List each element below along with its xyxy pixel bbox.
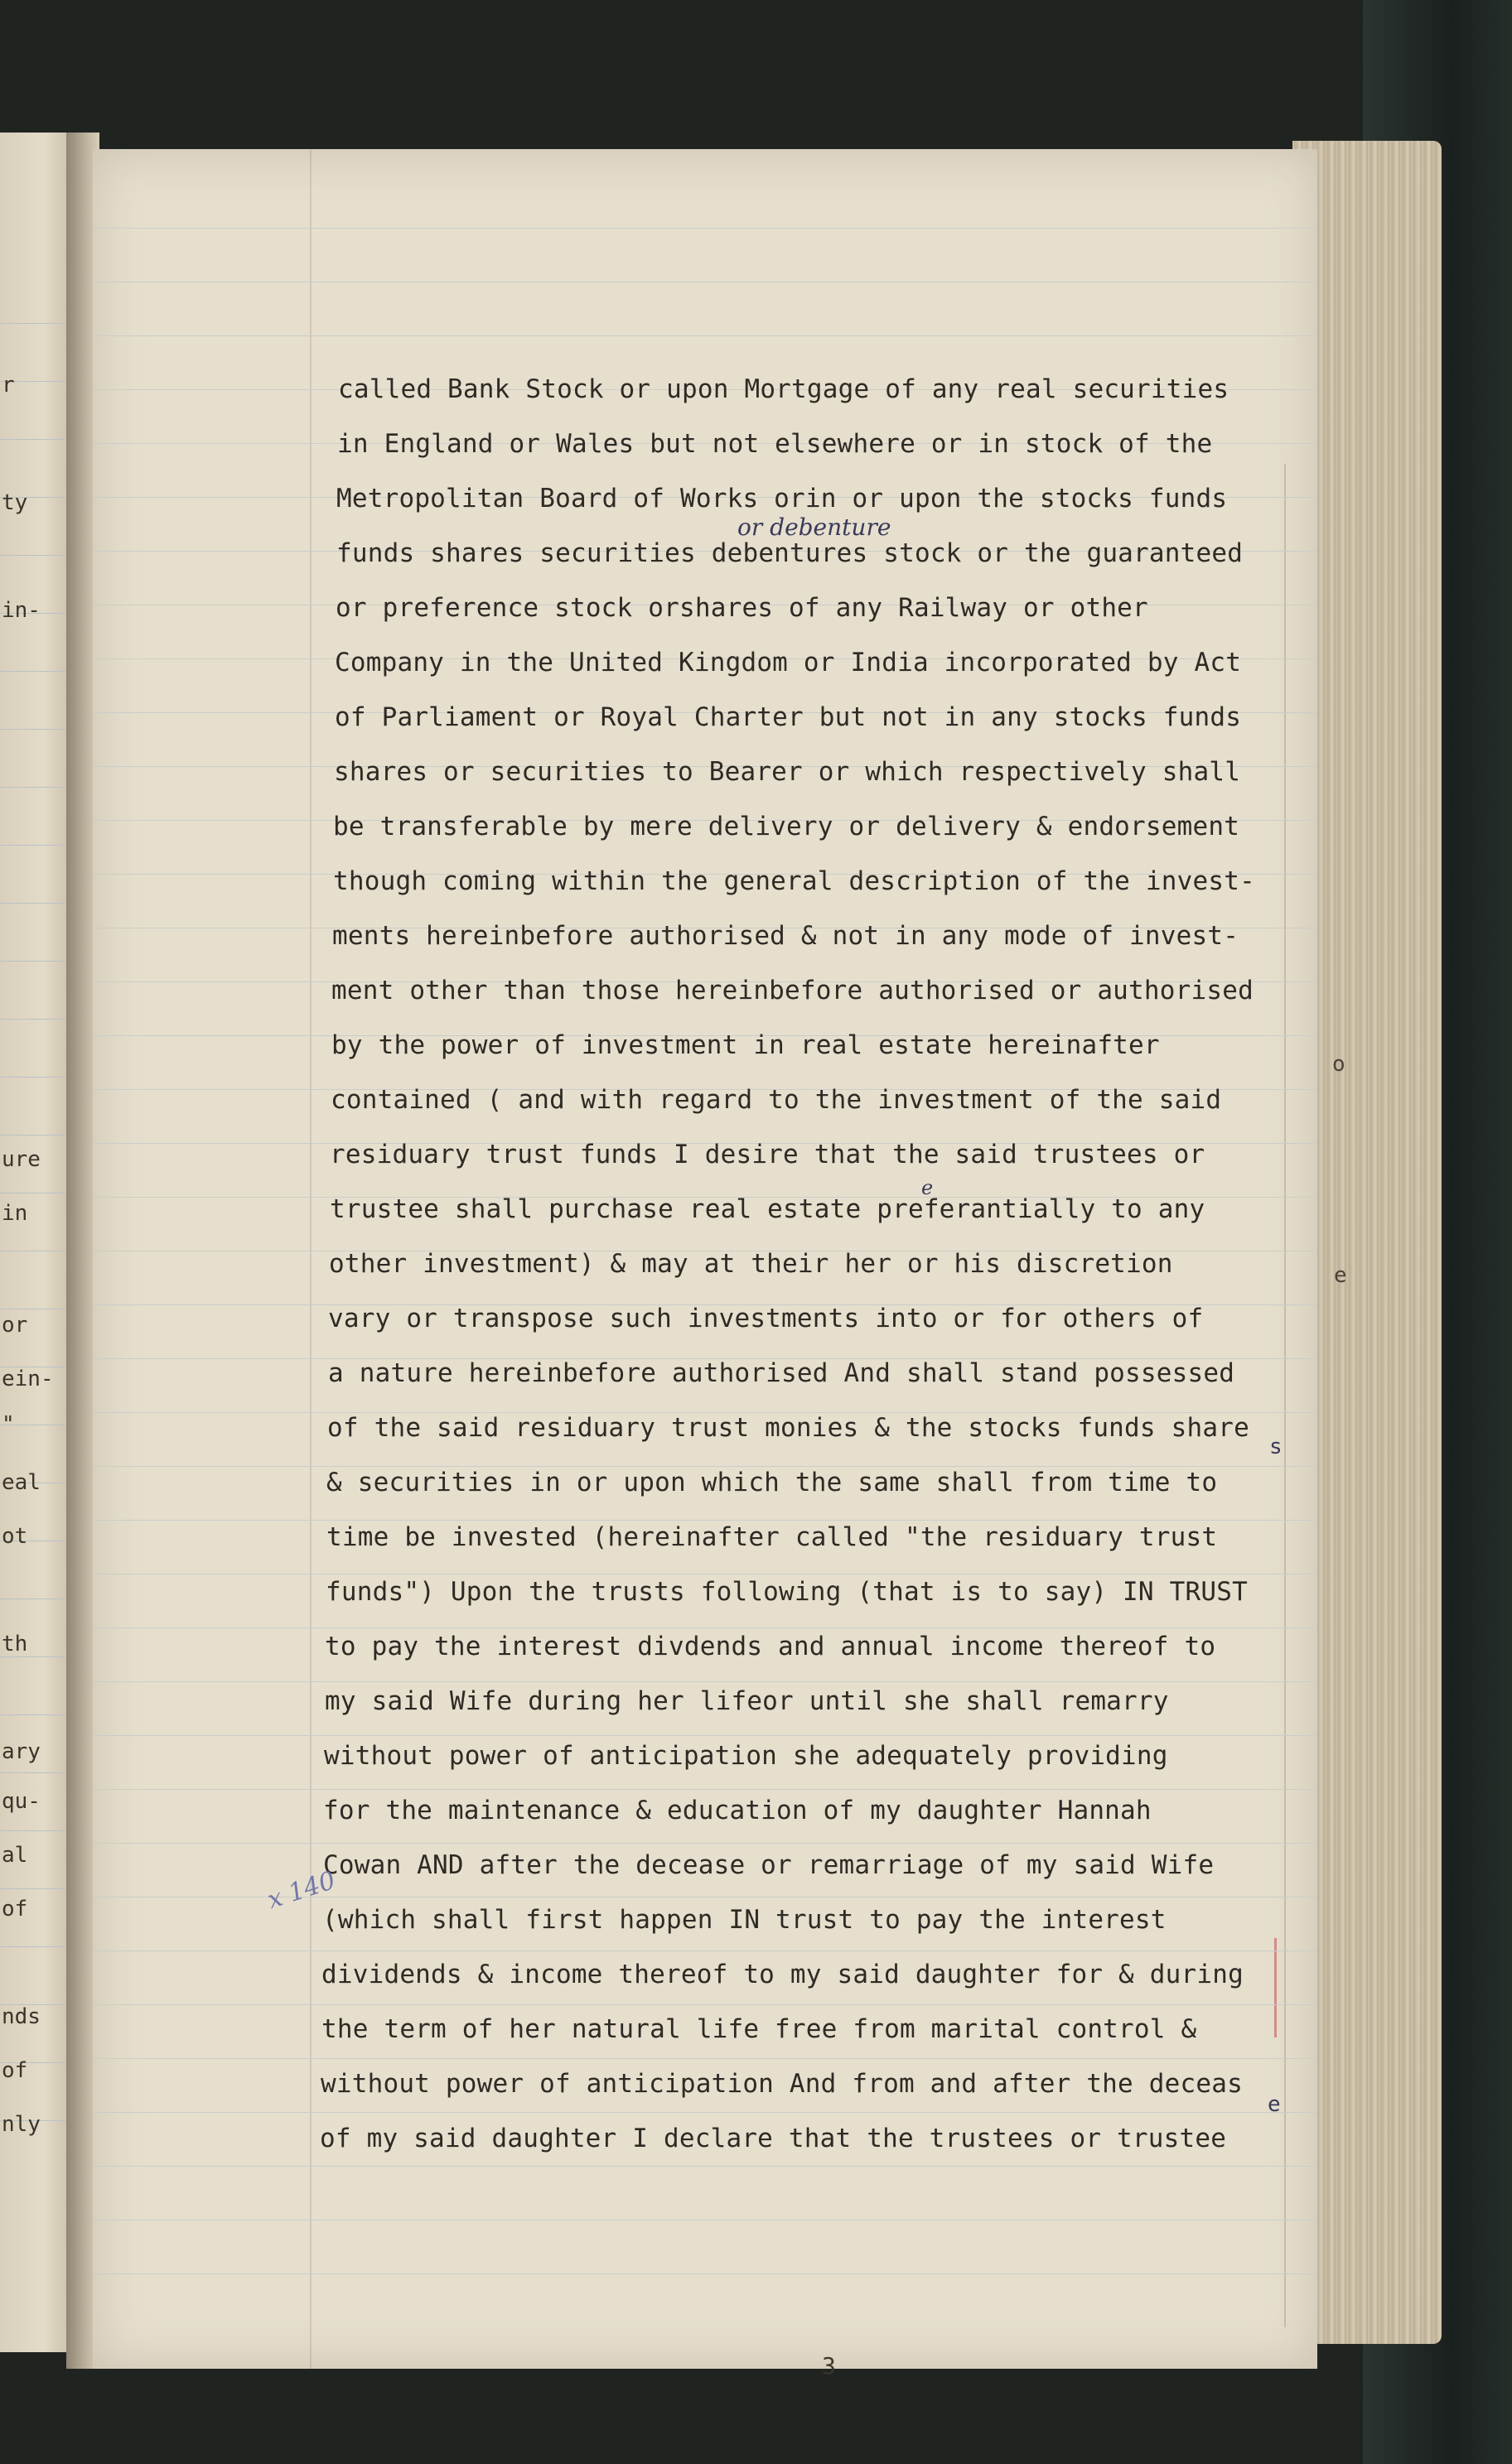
left-fragment: of (2, 1897, 28, 1922)
body-line: dividends & income thereof to my said daughter for & during (321, 1960, 1244, 1989)
overwrite-annotation: e (921, 1176, 934, 1199)
body-line: funds") Upon the trusts following (that is to say) IN TRUST (326, 1577, 1248, 1607)
body-line: by the power of investment in real estate hereinafter (331, 1030, 1160, 1060)
line-suffix-e: e (1268, 2092, 1281, 2117)
body-line: my said Wife during her lifeor until she shall remarry (325, 1686, 1169, 1716)
edge-letter-o: o (1332, 1052, 1345, 1077)
left-fragment: ure (2, 1147, 41, 1172)
body-line: (which shall first happen IN trust to pay the interest (322, 1905, 1167, 1935)
edge-letter-e: e (1334, 1263, 1347, 1288)
document-page (93, 149, 1317, 2380)
interlinear-annotation: or debenture (737, 514, 891, 541)
body-line: or preference stock orshares of any Railway or other (336, 593, 1148, 623)
body-line: funds shares securities debentures stock or the guaranteed (336, 538, 1244, 568)
right-margin-rule (1284, 464, 1286, 2327)
body-line: ment other than those hereinbefore authorised or authorised (331, 976, 1254, 1005)
left-fragment: nds (2, 2004, 41, 2029)
body-line: other investment) & may at their her or his discretion (329, 1249, 1173, 1279)
left-fragment: or (2, 1313, 28, 1338)
body-line: residuary trust funds I desire that the said trustees or (330, 1140, 1205, 1169)
body-line: contained ( and with regard to the investment of the said (331, 1085, 1222, 1115)
left-fragment: ty (2, 490, 28, 515)
left-page-fragment (0, 133, 73, 2352)
body-line: of the said residuary trust monies & the stocks funds share (327, 1413, 1249, 1443)
body-line: of my said daughter I declare that the trustees or trustee (320, 2124, 1227, 2153)
body-line: called Bank Stock or upon Mortgage of any real securities (338, 374, 1229, 404)
body-line: Metropolitan Board of Works orin or upon the stocks funds (336, 484, 1228, 514)
pencil-margin-note: x 140 (263, 1865, 340, 1916)
body-line: trustee shall purchase real estate preferantially to any (330, 1194, 1205, 1224)
body-line: a nature hereinbefore authorised And shall stand possessed (328, 1358, 1235, 1388)
line-suffix-s: s (1269, 1435, 1283, 1459)
body-line: vary or transpose such investments into or for others of (328, 1304, 1204, 1333)
left-fragment: of (2, 2058, 28, 2083)
left-fragment: " (2, 1412, 15, 1437)
left-fragment: ary (2, 1739, 41, 1764)
body-line: without power of anticipation And from and after the deceas (321, 2069, 1243, 2099)
left-fragment: ot (2, 1524, 28, 1549)
left-fragment: in (2, 1201, 28, 1226)
left-fragment: qu- (2, 1789, 41, 1814)
left-fragment: r (2, 373, 15, 398)
left-fragment: nly (2, 2112, 41, 2137)
body-line: in England or Wales but not elsewhere or in stock of the (337, 429, 1213, 459)
body-line: shares or securities to Bearer or which respectively shall (334, 757, 1241, 787)
body-line: without power of anticipation she adequately providing (324, 1741, 1168, 1771)
body-line: Cowan AND after the decease or remarriage of my said Wife (323, 1850, 1215, 1880)
left-fragment: th (2, 1632, 28, 1656)
body-line: be transferable by mere delivery or delivery & endorsement (333, 812, 1240, 841)
body-line: the term of her natural life free from marital control & (321, 2014, 1197, 2044)
red-margin-mark (1274, 1938, 1277, 2037)
body-line: though coming within the general description of the invest- (333, 866, 1255, 896)
left-fragment: in- (2, 598, 41, 623)
left-margin-rule (310, 149, 312, 2369)
body-line: to pay the interest divdends and annual income thereof to (325, 1632, 1216, 1661)
body-line: Company in the United Kingdom or India incorporated by Act (335, 648, 1242, 677)
body-line: time be invested (hereinafter called "the residuary trust (326, 1522, 1218, 1552)
left-fragment: eal (2, 1470, 41, 1495)
page-number: 3 (822, 2352, 836, 2380)
body-line: of Parliament or Royal Charter but not in any stocks funds (335, 702, 1242, 732)
left-fragment: ein- (2, 1367, 54, 1391)
body-line: for the maintenance & education of my daughter Hannah (323, 1796, 1152, 1825)
left-fragment: al (2, 1843, 28, 1868)
body-line: ments hereinbefore authorised & not in any mode of invest- (332, 921, 1239, 951)
body-line: & securities in or upon which the same shall from time to (326, 1468, 1218, 1497)
